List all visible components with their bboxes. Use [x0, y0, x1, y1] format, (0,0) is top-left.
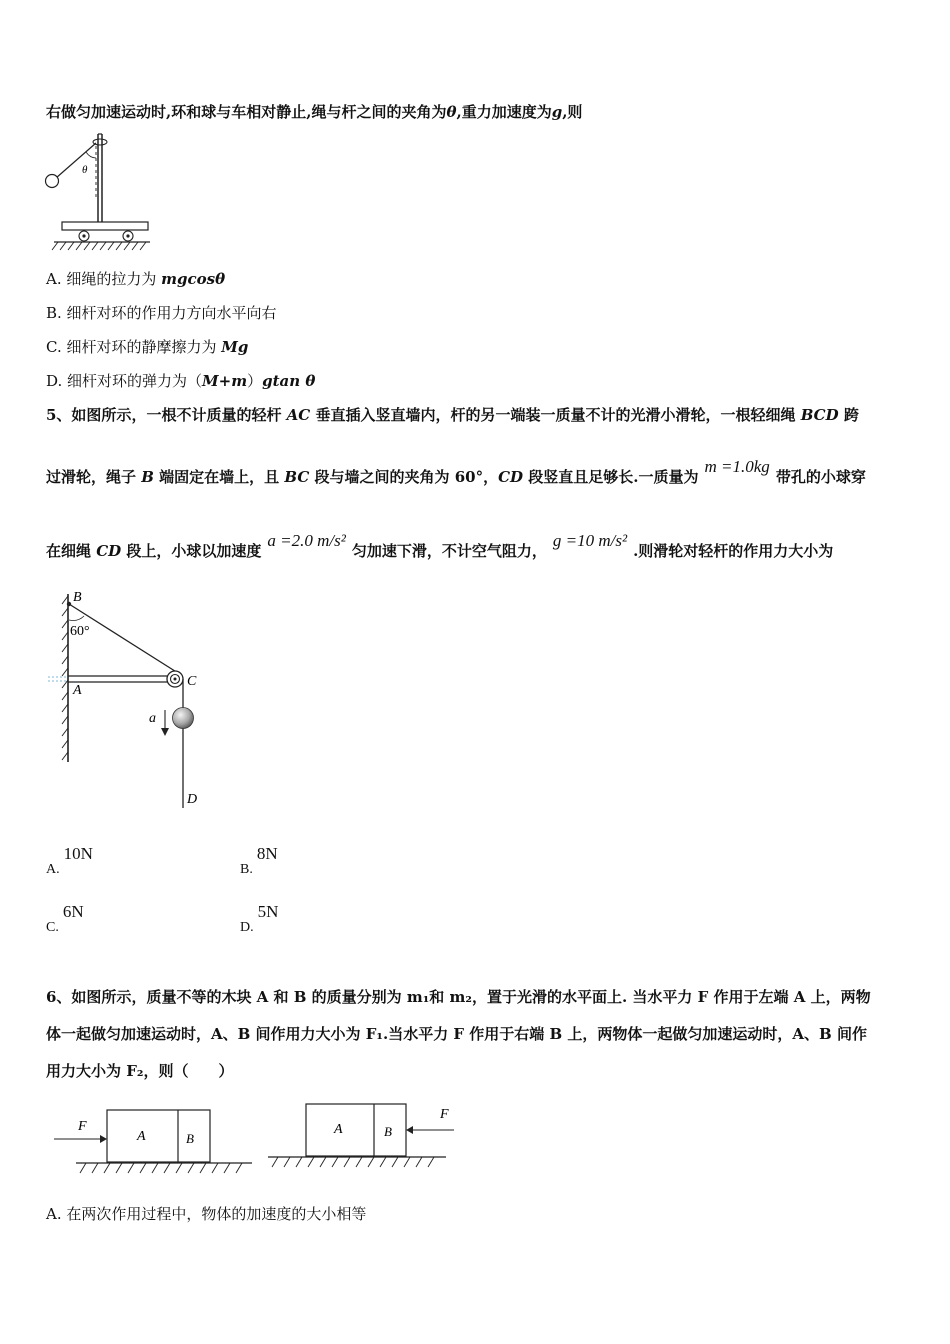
q6-blocks-figure-left: [46, 1102, 256, 1182]
q5-option-b[interactable]: [240, 844, 278, 878]
q5-fig-angle-label: 60°: [70, 624, 90, 639]
q4-option-c-text: C. 细杆对环的静摩擦力为: [46, 338, 222, 356]
q4-g: g: [551, 103, 563, 121]
q4-option-d: [46, 371, 315, 391]
q5-text-2a: 过滑轮，绳子: [46, 468, 142, 486]
q6-left-label-f: F: [78, 1119, 87, 1134]
q4-option-a-value: mgcosθ: [161, 270, 226, 288]
q5-option-d[interactable]: [240, 902, 279, 936]
q4-intro-text-3: ,则: [562, 103, 583, 121]
q4-option-a: [46, 269, 225, 289]
q5-text-1a: 5、如图所示，一根不计质量的轻杆: [46, 406, 287, 424]
q6-text-3: 用力大小为 F₂，则（ ）: [46, 1062, 234, 1080]
q4-option-c: [46, 337, 248, 357]
q5-option-d-value: 5N: [257, 902, 279, 921]
q5-fig-label-c: C: [187, 674, 197, 689]
q4-intro-text-2: ,重力加速度为: [456, 103, 552, 121]
q5-cd-2: CD: [96, 542, 122, 560]
q4-option-b-text: B. 细杆对环的作用力方向水平向右: [46, 304, 277, 322]
q4-intro-text: 右做匀加速运动时,环和球与车相对静止,绳与杆之间的夹角为: [46, 103, 447, 121]
q5-line-2: [46, 457, 866, 487]
q4-option-d-text: D. 细杆对环的弹力为（: [46, 372, 203, 390]
q5-gravity-formula: g =10 m/s²: [552, 531, 628, 550]
q5-option-a-key: A.: [46, 862, 60, 877]
q5-ac: AC: [286, 406, 311, 424]
q5-fig-label-accel: a: [149, 711, 156, 726]
q4-cart-figure: [40, 128, 160, 256]
q6-right-label-b: B: [384, 1124, 392, 1139]
q4-intro-line: [46, 102, 582, 122]
q4-option-a-text: A. 细绳的拉力为: [46, 270, 162, 288]
q6-option-a-text: A. 在两次作用过程中，物体的加速度的大小相等: [46, 1205, 367, 1223]
q5-cd: CD: [498, 468, 524, 486]
q6-line-3: [46, 1061, 233, 1081]
q5-pulley-figure: [44, 586, 224, 814]
q5-mass-formula: m =1.0kg: [704, 457, 770, 476]
q5-text-2c: 段与墙之间的夹角为 60°，: [309, 468, 499, 486]
q5-option-a[interactable]: [46, 844, 93, 878]
q6-blocks-figure-right: [264, 1098, 464, 1178]
q5-option-d-key: D.: [240, 920, 254, 935]
q5-option-b-key: B.: [240, 862, 253, 877]
q5-text-3b: 段上，小球以加速度: [121, 542, 262, 560]
q5-text-1b: 垂直插入竖直墙内，杆的另一端装一质量不计的光滑小滑轮，一根轻细绳: [310, 406, 801, 424]
q6-right-label-f: F: [440, 1107, 449, 1122]
q4-fig-theta-label: θ: [82, 164, 88, 176]
q5-accel-formula: a =2.0 m/s²: [267, 531, 346, 550]
q5-bc: BC: [284, 468, 310, 486]
q5-line-3: [46, 531, 834, 561]
q5-fig-label-a: A: [73, 683, 82, 698]
q6-left-label-b: B: [186, 1131, 194, 1146]
q6-line-1: [46, 987, 871, 1007]
q5-fig-label-d: D: [187, 792, 198, 807]
q5-option-c-key: C.: [46, 920, 59, 935]
q5-text-2e: 带孔的小球穿: [775, 468, 866, 486]
q5-bcd: BCD: [800, 406, 839, 424]
q5-text-3a: 在细绳: [46, 542, 97, 560]
q4-theta: θ: [446, 103, 457, 121]
q4-option-d-value: M+m: [202, 372, 248, 390]
q5-text-3d: .则滑轮对轻杆的作用力大小为: [633, 542, 834, 560]
q5-b: B: [141, 468, 154, 486]
q5-option-b-value: 8N: [256, 844, 278, 863]
q5-text-2d: 段竖直且足够长.一质量为: [523, 468, 699, 486]
q5-text-2b: 端固定在墙上，且: [153, 468, 285, 486]
q5-text-3c: 匀加速下滑，不计空气阻力，: [351, 542, 547, 560]
q5-fig-label-b: B: [73, 590, 82, 605]
q4-option-d-value-2: gtan θ: [262, 372, 316, 390]
q4-option-d-suffix: ）: [247, 372, 263, 390]
q6-option-a: [46, 1204, 366, 1224]
q4-option-c-value: Mg: [221, 338, 249, 356]
q5-option-a-value: 10N: [63, 844, 93, 863]
q5-line-1: [46, 405, 859, 425]
q6-line-2: [46, 1024, 867, 1044]
q5-option-c-value: 6N: [62, 902, 84, 921]
q5-option-c[interactable]: [46, 902, 84, 936]
q5-ball: [173, 708, 194, 729]
q6-left-label-a: A: [137, 1129, 146, 1144]
q6-text-2: 体一起做匀加速运动时，A、B 间作用力大小为 F₁.当水平力 F 作用于右端 B 上，两物体一起做匀加速运动时，A、B 间作: [46, 1025, 867, 1043]
q6-text-1: 6、如图所示，质量不等的木块 A 和 B 的质量分别为 m₁和 m₂，置于光滑的水平面上. 当水平力 F 作用于左端 A 上，两物: [46, 988, 871, 1006]
q4-option-b: [46, 303, 277, 323]
q5-text-1c: 跨: [838, 406, 859, 424]
q6-right-label-a: A: [334, 1122, 343, 1137]
